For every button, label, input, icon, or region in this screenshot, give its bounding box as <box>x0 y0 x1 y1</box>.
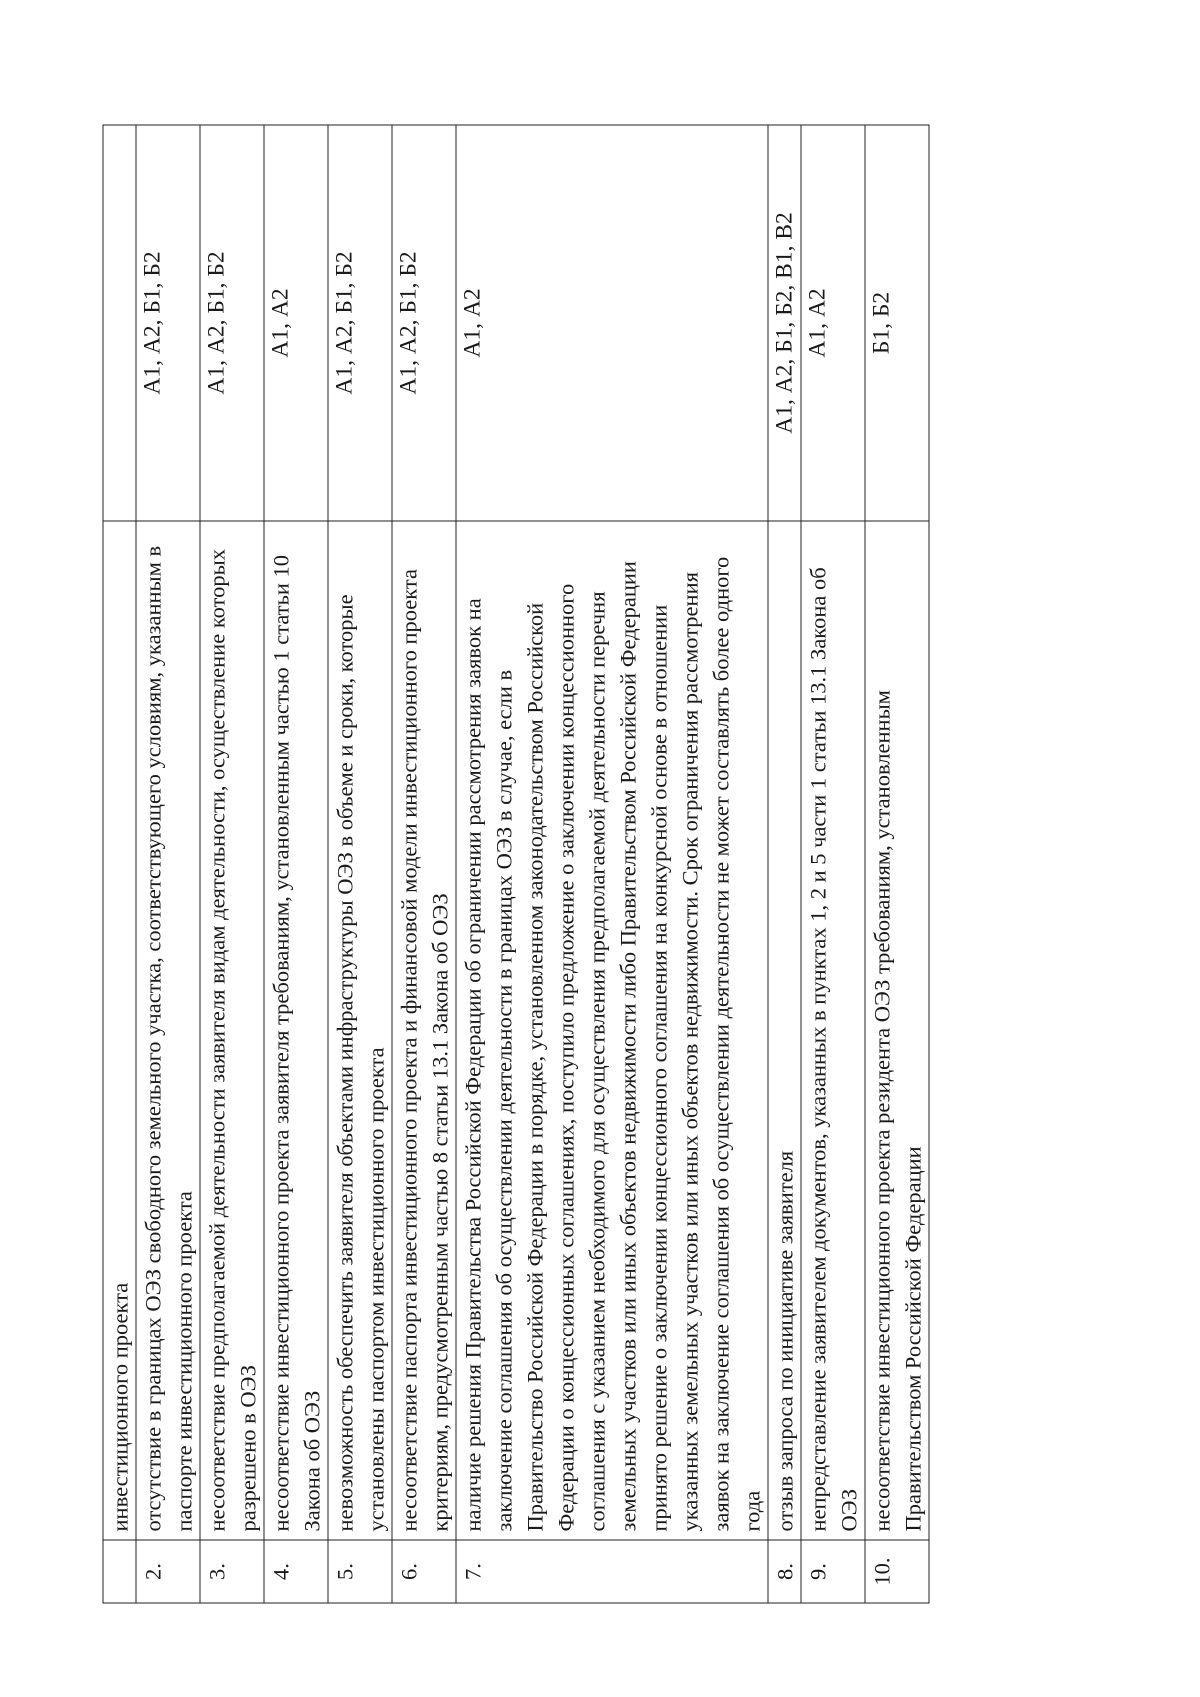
row-text: непредставление заявителем документов, указанных в пунктах 1, 2 и 5 части 1 статьи 13.1 Закона об ОЭЗ <box>801 521 865 1540</box>
row-text: несоответствие инвестиционного проекта резидента ОЭЗ требованиям, установленным Правительством Российской Федерации <box>865 521 929 1540</box>
row-number: 10. <box>865 1540 929 1603</box>
row-codes: А1, А2 <box>456 125 768 521</box>
criteria-table <box>103 124 930 1603</box>
row-text: несоответствие инвестиционного проекта заявителя требованиям, установленным частью 1 статьи 10 Закона об ОЭЗ <box>264 521 328 1540</box>
table-row <box>865 125 929 1603</box>
row-text: отсутствие в границах ОЭЗ свободного земельного участка, соответствующего условиям, указанным в паспорте инвестиционного проекта <box>136 521 200 1540</box>
row-codes: Б1, Б2 <box>865 125 929 521</box>
row-text: отзыв запроса по инициативе заявителя <box>768 521 801 1540</box>
table-row <box>801 125 865 1603</box>
row-codes: А1, А2, Б1, Б2 <box>392 125 456 521</box>
row-number: 8. <box>768 1540 801 1603</box>
row-number: 9. <box>801 1540 865 1603</box>
table-row <box>264 125 328 1603</box>
row-text: несоответствие паспорта инвестиционного проекта и финансовой модели инвестиционного проекта критериям, предусмотренным частью 8 статьи 13.1 Закона об ОЭЗ <box>392 521 456 1540</box>
row-codes: А1, А2, Б1, Б2, В1, В2 <box>768 125 801 521</box>
row-codes <box>103 125 136 521</box>
table-row <box>328 125 392 1603</box>
row-codes: А1, А2, Б1, Б2 <box>200 125 264 521</box>
table-row <box>768 125 801 1603</box>
row-text: невозможность обеспечить заявителя объектами инфраструктуры ОЭЗ в объеме и сроки, которые установлены паспортом инвестиционного проекта <box>328 521 392 1540</box>
row-text: наличие решения Правительства Российской Федерации об ограничении рассмотрения заявок на заключение соглашения об осуществлении деятельности в границах ОЭЗ в случае, если в Правительство Российской Федерации в порядке, установленном законодательством Российской Федерации о концессионных соглашениях, поступило предложение о заключении концессионного соглашения с указанием необходимого для осуществления предполагаемой деятельности перечня земельных участков или иных объектов недвижимости либо Правительством Российской Федерации принято решение о заключении концессионного соглашения на конкурсной основе в отношении указанных земельных участков или иных объектов недвижимости. Срок ограничения рассмотрения заявок на заключение соглашения об осуществлении деятельности не может составлять более одного года <box>456 521 768 1540</box>
row-codes: А1, А2 <box>264 125 328 521</box>
table-row <box>136 125 200 1603</box>
table-row <box>103 125 136 1603</box>
row-number: 7. <box>456 1540 768 1603</box>
row-number: 3. <box>200 1540 264 1603</box>
row-number: 4. <box>264 1540 328 1603</box>
row-text: несоответствие предполагаемой деятельности заявителя видам деятельности, осуществление которых разрешено в ОЭЗ <box>200 521 264 1540</box>
table-row <box>200 125 264 1603</box>
rotated-page-content <box>103 125 1058 1603</box>
row-number <box>103 1540 136 1603</box>
row-number: 5. <box>328 1540 392 1603</box>
row-number: 2. <box>136 1540 200 1603</box>
row-text: инвестиционного проекта <box>103 521 136 1540</box>
row-codes: А1, А2 <box>801 125 865 521</box>
row-codes: А1, А2, Б1, Б2 <box>136 125 200 521</box>
table-row <box>392 125 456 1603</box>
table-row <box>456 125 768 1603</box>
row-codes: А1, А2, Б1, Б2 <box>328 125 392 521</box>
row-number: 6. <box>392 1540 456 1603</box>
